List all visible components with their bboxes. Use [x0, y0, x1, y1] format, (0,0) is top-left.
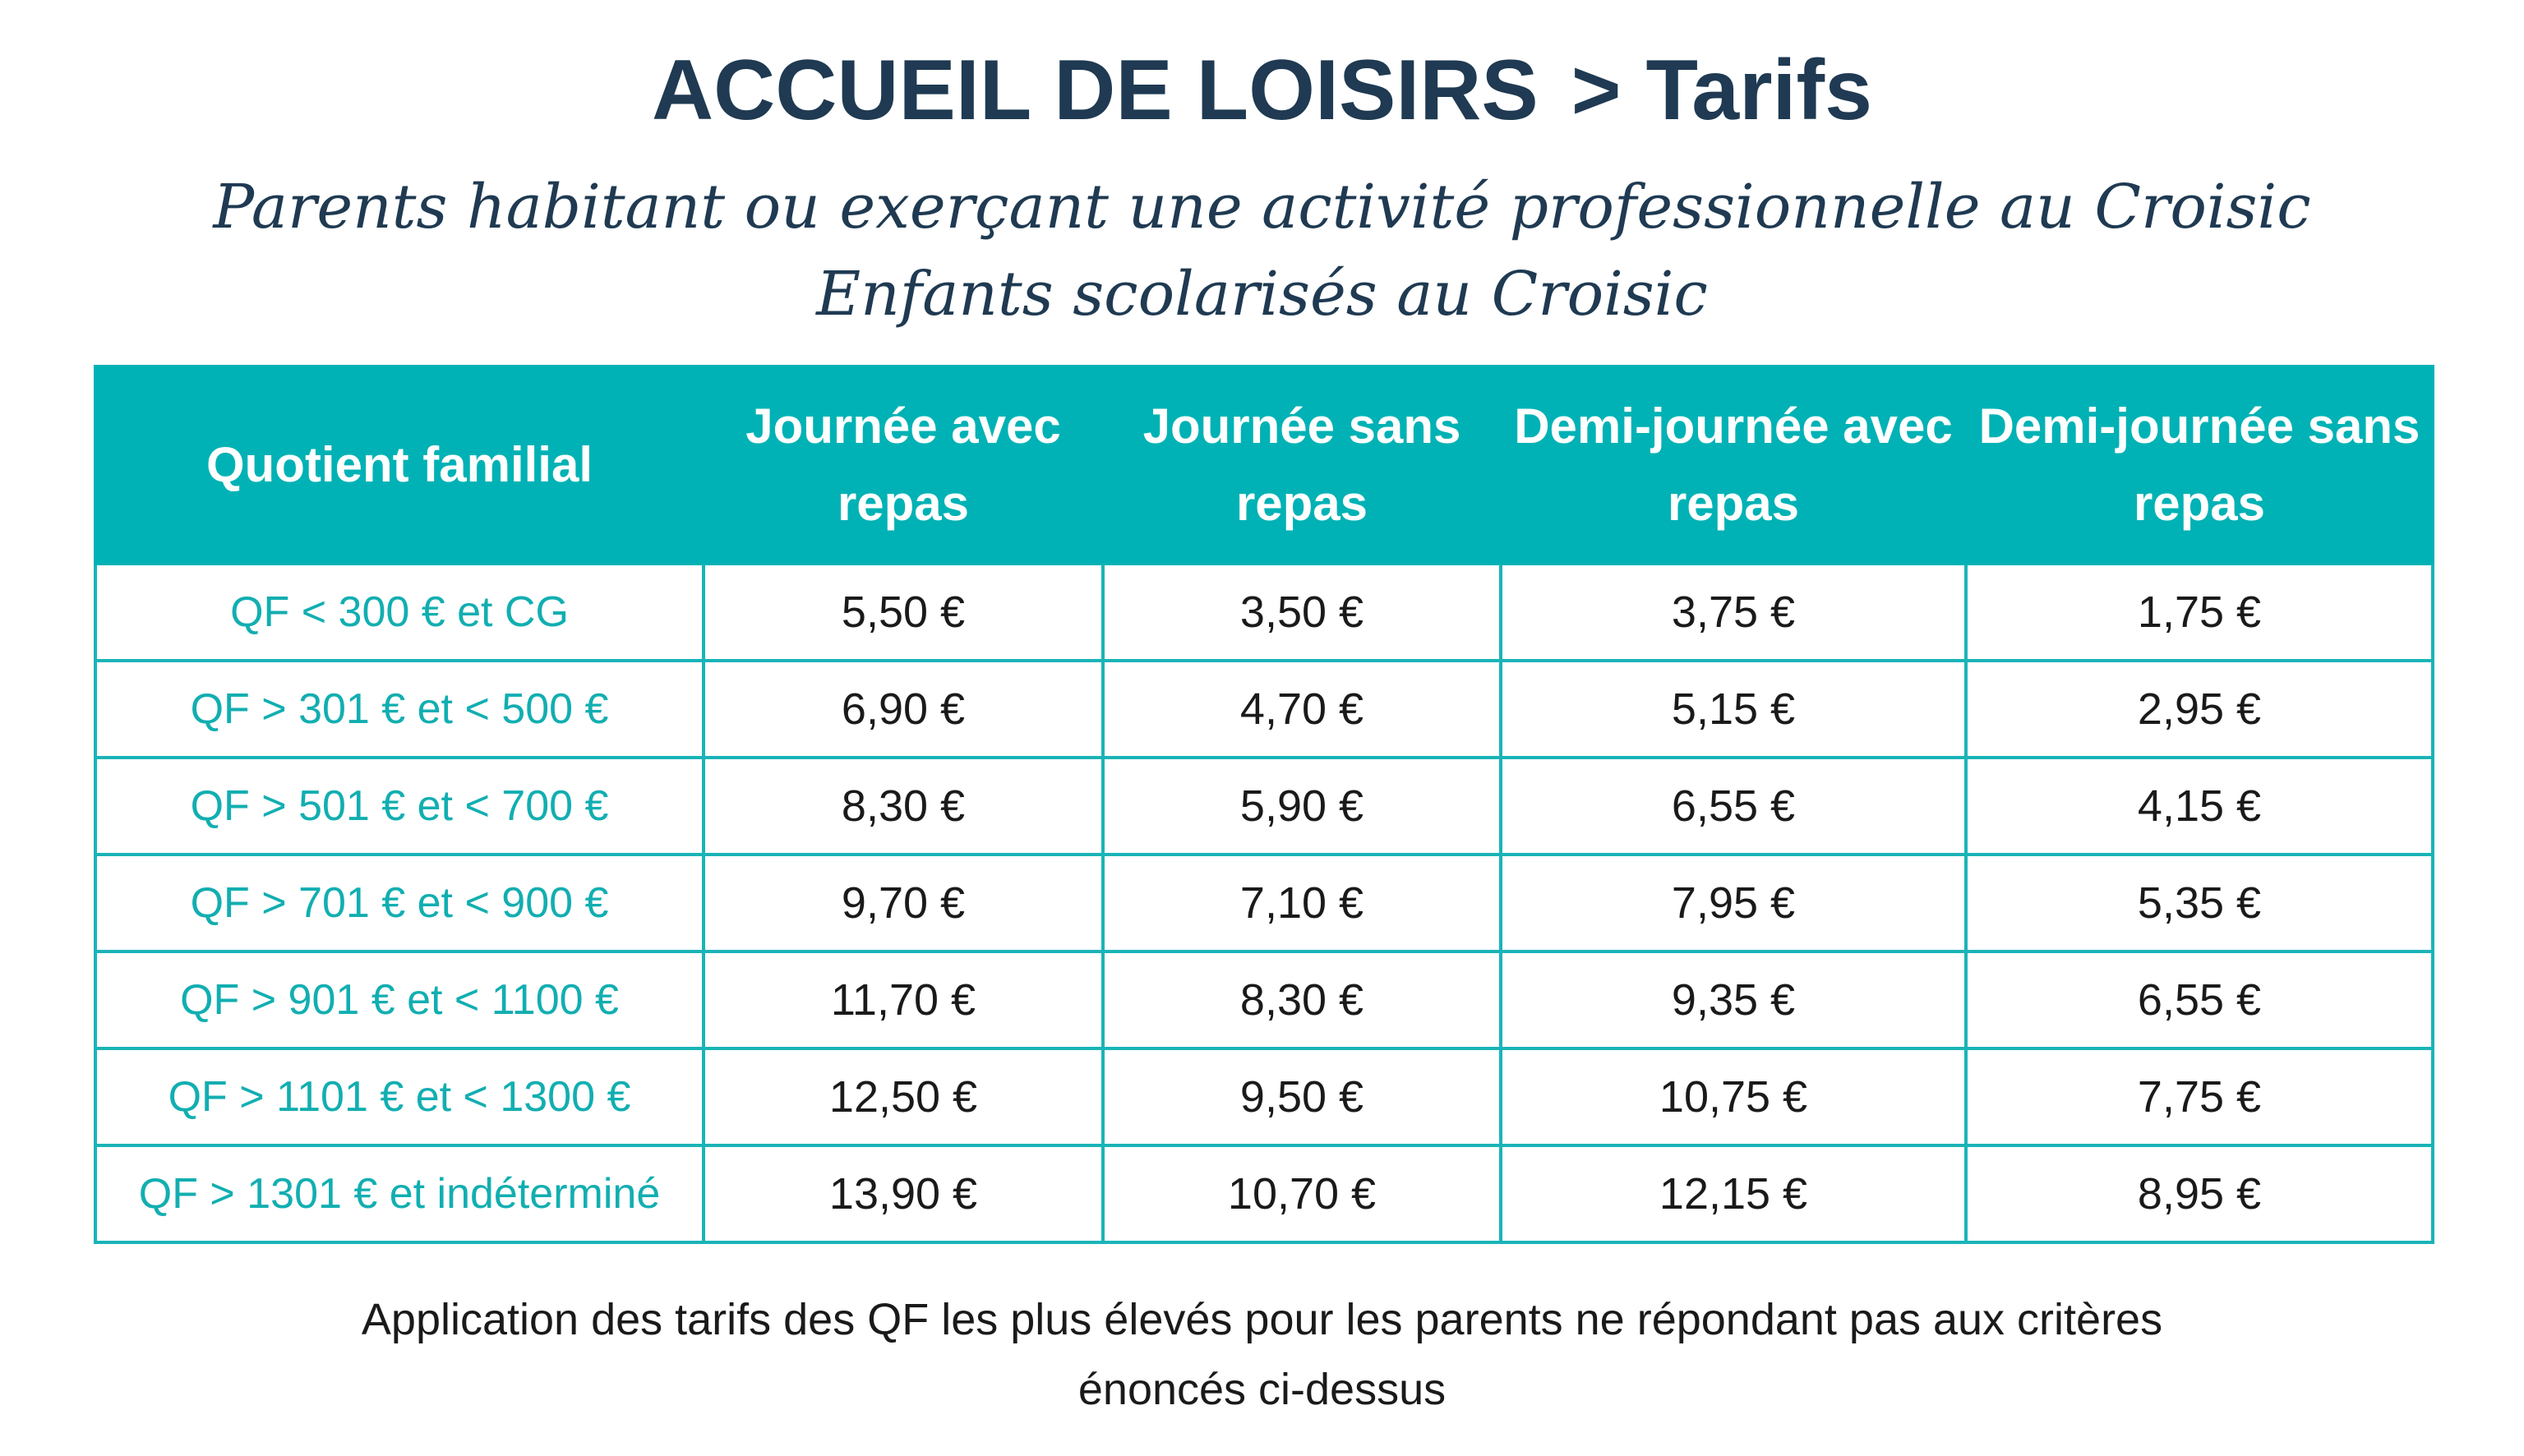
column-header-demi-journee-avec-repas: Demi-journée avec repas [1501, 366, 1966, 564]
title-separator: > [1571, 43, 1622, 138]
table-body [95, 564, 2433, 1242]
footnote-line-2: énoncés ci-dessus [1077, 1365, 1447, 1414]
qf-cell: QF > 501 € et < 700 € [95, 758, 704, 855]
table-row [95, 564, 2433, 661]
title-section: Tarifs [1645, 43, 1872, 138]
price-cell: 11,70 € [704, 951, 1103, 1048]
price-cell: 5,35 € [1966, 855, 2433, 951]
tarifs-table [94, 365, 2434, 1244]
price-cell: 8,95 € [1966, 1145, 2433, 1242]
qf-cell: QF > 301 € et < 500 € [95, 661, 704, 758]
column-header-demi-journee-sans-repas: Demi-journée sans repas [1966, 366, 2433, 564]
price-cell: 9,50 € [1103, 1048, 1501, 1145]
price-cell: 12,50 € [704, 1048, 1103, 1145]
column-header-quotient: Quotient familial [95, 366, 704, 564]
price-cell: 5,90 € [1103, 758, 1501, 855]
price-cell: 8,30 € [704, 758, 1103, 855]
price-cell: 7,95 € [1501, 855, 1966, 951]
price-cell: 12,15 € [1501, 1145, 1966, 1242]
price-cell: 4,70 € [1103, 661, 1501, 758]
price-cell: 1,75 € [1966, 564, 2433, 661]
price-cell: 3,75 € [1501, 564, 1966, 661]
qf-cell: QF < 300 € et CG [95, 564, 704, 661]
column-header-journee-avec-repas: Journée avec repas [704, 366, 1103, 564]
table-header-row [95, 366, 2433, 564]
qf-cell: QF > 701 € et < 900 € [95, 855, 704, 951]
price-cell: 3,50 € [1103, 564, 1501, 661]
subtitle-line-1: Parents habitant ou exerçant une activité professionnelle au Croisic [213, 172, 2311, 242]
table-row [95, 758, 2433, 855]
column-header-journee-sans-repas: Journée sans repas [1103, 366, 1501, 564]
title-main: ACCUEIL DE LOISIRS [652, 43, 1539, 138]
subtitle-line-2: Enfants scolarisés au Croisic [816, 259, 1708, 329]
table-row [95, 855, 2433, 951]
price-cell: 5,15 € [1501, 661, 1966, 758]
price-cell: 2,95 € [1966, 661, 2433, 758]
price-cell: 9,70 € [704, 855, 1103, 951]
footnote-line-1: Application des tarifs des QF les plus élevés pour les parents ne répondant pas aux critères [361, 1295, 2163, 1344]
price-cell: 7,10 € [1103, 855, 1501, 951]
price-cell: 6,90 € [704, 661, 1103, 758]
price-cell: 4,15 € [1966, 758, 2433, 855]
price-cell: 6,55 € [1501, 758, 1966, 855]
price-cell: 9,35 € [1501, 951, 1966, 1048]
page-title [0, 39, 2524, 141]
table-row [95, 1048, 2433, 1145]
price-cell: 10,75 € [1501, 1048, 1966, 1145]
price-cell: 6,55 € [1966, 951, 2433, 1048]
price-cell: 13,90 € [704, 1145, 1103, 1242]
table-row [95, 661, 2433, 758]
qf-cell: QF > 901 € et < 1100 € [95, 951, 704, 1048]
qf-cell: QF > 1101 € et < 1300 € [95, 1048, 704, 1145]
price-cell: 7,75 € [1966, 1048, 2433, 1145]
price-cell: 8,30 € [1103, 951, 1501, 1048]
table-row [95, 951, 2433, 1048]
qf-cell: QF > 1301 € et indéterminé [95, 1145, 704, 1242]
table-header [95, 366, 2433, 564]
price-cell: 10,70 € [1103, 1145, 1501, 1242]
price-cell: 5,50 € [704, 564, 1103, 661]
table-row [95, 1145, 2433, 1242]
